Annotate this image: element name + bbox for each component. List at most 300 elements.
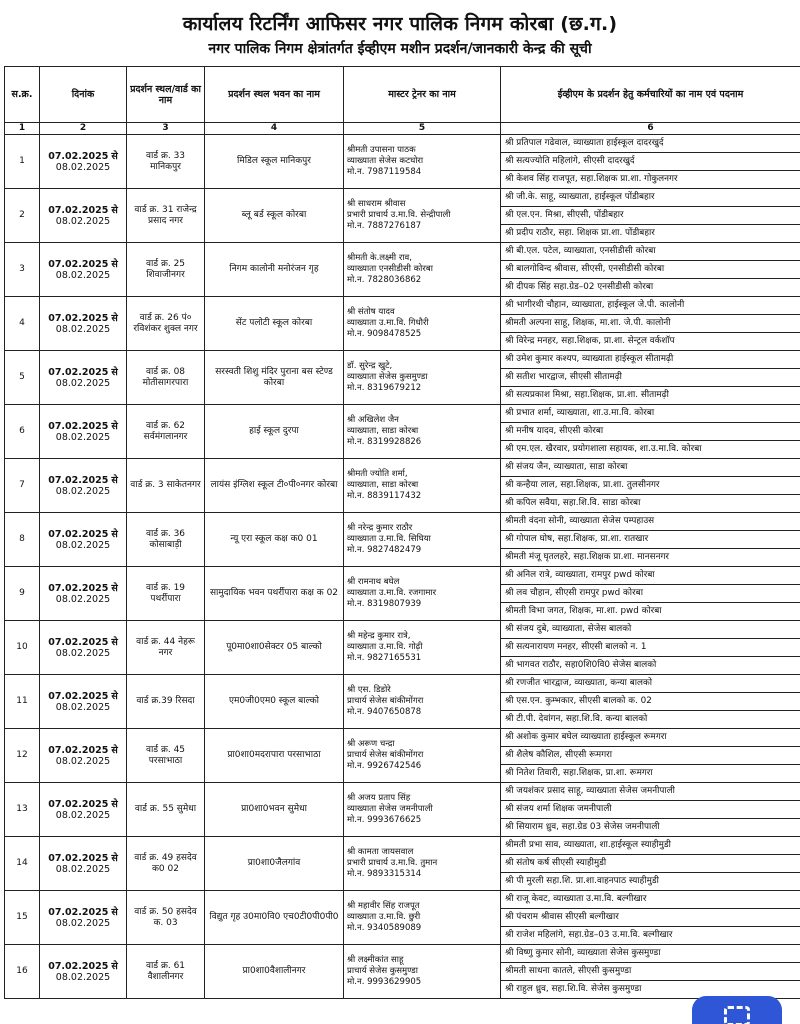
date-sep: से (111, 474, 118, 486)
serial-number: 10 (16, 642, 28, 652)
date-from: 07.02.2025 (48, 258, 109, 270)
table-number-row (5, 123, 800, 135)
table-row (5, 729, 800, 747)
document-title: कार्यालय रिटर्निंग आफिसर नगर पालिक निगम कोरबा (छ.ग.) (182, 13, 618, 35)
col-header-sn: स.क्र. (5, 67, 40, 123)
venue-name: सामुदायिक भवन पथर्रीपारा कक्ष क 02 (209, 588, 339, 598)
date-from: 07.02.2025 (48, 798, 109, 810)
col-header-staff: ईव्हीएम के प्रदर्शन हेतु कर्मचारियों का नाम एवं पदनाम (501, 67, 800, 123)
date-to: 08.02.2025 (55, 593, 111, 605)
venue-cell (205, 243, 344, 297)
staff-member: श्री राहुल ध्रुव, सहा.शि.वि. सेजेस कुसमुण्डा (501, 981, 800, 999)
trainer-name: श्री लक्ष्मीकांत साहू (347, 955, 404, 965)
serial-number-cell (5, 783, 40, 837)
serial-number: 9 (19, 588, 25, 598)
trainer-cell (344, 675, 501, 729)
date-to: 08.02.2025 (55, 863, 111, 875)
ward-name: वार्ड क्र. 3 साकेतनगर (130, 480, 201, 490)
trainer-cell (344, 297, 501, 351)
venue-cell (205, 729, 344, 783)
venue-name: प्रा0शा0जैलगांव (247, 858, 301, 868)
trainer-mobile: मो.न. 9098478525 (347, 329, 422, 339)
staff-member: श्री सत्यप्रकाश मिश्रा, सहा.शिक्षक, प्रा.शा. सीतामढ़ी (501, 387, 800, 405)
staff-member: श्री सत्यनारायण मनहर, सीएसी बालको न. 1 (501, 639, 800, 657)
trainer-name: श्रीमती ज्योति शर्मा, (347, 469, 408, 479)
ward-name: वार्ड क्र. 61 वैशालीनगर (145, 960, 186, 982)
staff-member: श्री उमेश कुमार कश्यप, व्याख्याता हाईस्कूल सीतामढ़ी (501, 351, 800, 369)
date-to: 08.02.2025 (55, 809, 111, 821)
ward-name: वार्ड क्र. 26 पं० रविशंकर शुक्ल नगर (133, 312, 198, 334)
staff-member: श्री बालगोविन्द श्रीवास, सीएसी, एनसीडीसी कोरबा (501, 261, 800, 279)
venue-cell (205, 783, 344, 837)
serial-number-cell (5, 675, 40, 729)
ward-cell (127, 297, 205, 351)
trainer-name: श्री महावीर सिंह राजपूत (347, 901, 420, 911)
trainer-mobile: मो.न. 9827165531 (347, 653, 422, 663)
staff-member: श्री जयशंकर प्रसाद साहू, व्याख्याता सेजेस जमनीपाली (501, 783, 800, 801)
ward-name: वार्ड क्र. 31 राजेन्द्र प्रसाद नगर (134, 204, 197, 226)
trainer-cell (344, 459, 501, 513)
trainer-cell (344, 837, 501, 891)
table-row (5, 513, 800, 531)
date-to: 08.02.2025 (55, 485, 111, 497)
staff-member: श्री रणजीत भारद्वाज, व्याख्याता, कन्या बालको (501, 675, 800, 693)
date-to: 08.02.2025 (55, 917, 111, 929)
trainer-designation: व्याख्याता सेजेस कटघोरा (347, 156, 424, 166)
trainer-mobile: मो.न. 9827482479 (347, 545, 422, 555)
table-row (5, 945, 800, 963)
venue-name: पू0मा0शा0सेक्टर 05 बाल्को (226, 642, 322, 652)
ward-name: वार्ड क्र. 45 परसाभाठा (145, 744, 186, 766)
staff-member: श्री कपिल सवैया, सहा.शि.वि. साडा कोरबा (501, 495, 800, 513)
col-header-trainer: मास्टर ट्रेनर का नाम (344, 67, 501, 123)
venue-name: ब्लू बर्ड स्कूल कोरबा (241, 210, 307, 220)
trainer-designation: व्याख्याता उ.मा.वि. रजगामार (347, 588, 437, 598)
trainer-name: श्री नरेन्द्र कुमार राठौर (347, 523, 413, 533)
staff-member: श्री प्रभात शर्मा, व्याख्याता, शा.उ.मा.वि. कोरबा (501, 405, 800, 423)
ward-name: वार्ड क्र. 55 सुमेधा (134, 804, 197, 814)
trainer-name: श्री अजय प्रताप सिंह (347, 793, 411, 803)
staff-member: श्री पी मुरली सहा.शि. प्रा.शा.वाहनपाठ स्याहीमुडी (501, 873, 800, 891)
ward-cell (127, 351, 205, 405)
corner-shape (646, 1000, 664, 1012)
table-row (5, 189, 800, 207)
trainer-designation: प्रभारी प्राचार्य उ.मा.वि. तुमान (347, 858, 438, 868)
ward-name: वार्ड क्र. 36 कोसाबाड़ी (145, 528, 186, 550)
venue-cell (205, 621, 344, 675)
trainer-mobile: मो.न. 8319679212 (347, 383, 422, 393)
evm-centers-table (4, 66, 800, 999)
venue-cell (205, 837, 344, 891)
staff-member: श्री भागीरथी चौहान, व्याख्याता, हाईस्कूल जे.पी. कालोनी (501, 297, 800, 315)
ward-name: वार्ड क्र. 44 नेहरू नगर (136, 636, 195, 658)
date-cell (40, 621, 127, 675)
staff-member: श्री जी.के. साहू, व्याख्याता, हाईस्कूल पोंडीबहार (501, 189, 800, 207)
date-to: 08.02.2025 (55, 431, 111, 443)
date-from: 07.02.2025 (48, 582, 109, 594)
staff-member: श्री कन्हैया लाल, सहा.शिक्षक, प्रा.शा. तुलसीनगर (501, 477, 800, 495)
staff-member: श्री संजय शर्मा शिक्षक जमनीपाली (501, 801, 800, 819)
venue-name: प्रा0शा0वैशालीनगर (242, 966, 306, 976)
serial-number-cell (5, 891, 40, 945)
trainer-mobile: मो.न. 7987119584 (347, 167, 422, 177)
ward-cell (127, 837, 205, 891)
venue-name: हाई स्कूल दुरपा (249, 426, 299, 436)
trainer-designation: व्याख्याता उ.मा.वि. सिघिया (347, 534, 431, 544)
ward-name: वार्ड क्र. 19 पथर्रीपारा (145, 582, 186, 604)
trainer-mobile: मो.न. 8319807939 (347, 599, 422, 609)
date-sep: से (111, 960, 118, 972)
serial-number: 14 (16, 858, 28, 868)
date-from: 07.02.2025 (48, 150, 109, 162)
date-to: 08.02.2025 (55, 539, 111, 551)
staff-member: श्री बी.एल. पटेल, व्याख्याता, एनसीडीसी कोरबा (501, 243, 800, 261)
serial-number-cell (5, 459, 40, 513)
staff-member: श्री लव चौहान, सीएसी रामपुर pwd कोरबा (501, 585, 800, 603)
trainer-name: श्री अरूण चन्द्रा (347, 739, 395, 749)
date-sep: से (111, 150, 118, 162)
ward-name: वार्ड क्र. 08 मोतीसागरपारा (142, 366, 189, 388)
ward-cell (127, 945, 205, 999)
serial-number: 3 (19, 264, 25, 274)
trainer-mobile: मो.न. 9340589089 (347, 923, 422, 933)
date-cell (40, 459, 127, 513)
col-number: 4 (205, 123, 344, 135)
date-sep: से (111, 852, 118, 864)
date-from: 07.02.2025 (48, 420, 109, 432)
date-sep: से (111, 906, 118, 918)
staff-member: श्री संतोष कर्ष सीएसी स्याहीमुडी (501, 855, 800, 873)
serial-number-cell (5, 567, 40, 621)
staff-member: श्री अशोक कुमार बघेल व्याख्याता हाईस्कूल रूमगरा (501, 729, 800, 747)
staff-member: श्री प्रतिपाल गढेवाल, व्याख्याता हाईस्कूल दादरखुर्द (501, 135, 800, 153)
serial-number-cell (5, 945, 40, 999)
serial-number: 6 (19, 426, 25, 436)
trainer-name: श्रीमती के.लक्ष्मी राव, (347, 253, 412, 263)
date-to: 08.02.2025 (55, 755, 111, 767)
date-from: 07.02.2025 (48, 636, 109, 648)
trainer-cell (344, 513, 501, 567)
serial-number: 15 (16, 912, 28, 922)
ward-cell (127, 243, 205, 297)
date-cell (40, 891, 127, 945)
trainer-mobile: मो.न. 9993676625 (347, 815, 422, 825)
venue-name: विद्युत गृह उ0मा0वि0 एच0टी0पी0पी0 (209, 912, 339, 922)
col-header-date: दिनांक (40, 67, 127, 123)
col-number: 1 (5, 123, 40, 135)
trainer-cell (344, 783, 501, 837)
date-cell (40, 351, 127, 405)
serial-number-cell (5, 729, 40, 783)
date-sep: से (111, 690, 118, 702)
ward-cell (127, 675, 205, 729)
venue-cell (205, 891, 344, 945)
staff-member: श्रीमती अल्पना साहू, शिक्षक, मा.शा. जे.पी. कालोनी (501, 315, 800, 333)
col-number: 6 (501, 123, 800, 135)
staff-member: श्री नितेश तिवारी, सहा.शिक्षक, प्रा.शा. रूमगरा (501, 765, 800, 783)
trainer-name: श्री कामता जायसवाल (347, 847, 414, 857)
venue-cell (205, 405, 344, 459)
serial-number: 13 (16, 804, 28, 814)
table-row (5, 675, 800, 693)
trainer-mobile: मो.न. 8319928826 (347, 437, 422, 447)
table-body (5, 135, 800, 999)
venue-cell (205, 513, 344, 567)
trainer-designation: प्रभारी प्राचार्य उ.मा.वि. सेन्द्रीपाली (347, 210, 451, 220)
venue-cell (205, 297, 344, 351)
date-to: 08.02.2025 (55, 215, 111, 227)
date-from: 07.02.2025 (48, 690, 109, 702)
date-to: 08.02.2025 (55, 971, 111, 983)
venue-name: लायंस इंग्लिश स्कूल टी०पी०नगर कोरबा (210, 480, 338, 490)
trainer-mobile: मो.न. 9926742546 (347, 761, 422, 771)
date-to: 08.02.2025 (55, 269, 111, 281)
venue-cell (205, 459, 344, 513)
staff-member: श्री टी.पी. देवांगन, सहा.शि.वि. कन्या बालको (501, 711, 800, 729)
staff-member: श्री राजेश महिलांगे, सहा.ग्रेड–03 उ.मा.वि. बल्गीखार (501, 927, 800, 945)
date-from: 07.02.2025 (48, 852, 109, 864)
trainer-cell (344, 891, 501, 945)
date-from: 07.02.2025 (48, 960, 109, 972)
document-header (0, 0, 800, 64)
col-number: 3 (127, 123, 205, 135)
trainer-name: श्री महेन्द्र कुमार रात्रे, (347, 631, 411, 641)
serial-number: 5 (19, 372, 25, 382)
staff-member: श्रीमती मंजू घृतलहरे, सहा.शिक्षक प्रा.शा. मानसनगर (501, 549, 800, 567)
serial-number: 8 (19, 534, 25, 544)
trainer-cell (344, 729, 501, 783)
date-cell (40, 297, 127, 351)
serial-number-cell (5, 837, 40, 891)
ward-cell (127, 891, 205, 945)
trainer-name: श्री संतोष यादव (347, 307, 395, 317)
col-header-ward: प्रदर्शन स्थल/वार्ड का नाम (127, 67, 205, 123)
date-sep: से (111, 420, 118, 432)
table-row (5, 567, 800, 585)
table-row (5, 837, 800, 855)
document-subtitle: नगर पालिक निगम क्षेत्रांतर्गत ईव्हीएम मशीन प्रदर्शन/जानकारी केन्द्र की सूची (208, 41, 592, 57)
trainer-mobile: मो.न. 8839117432 (347, 491, 422, 501)
table-row (5, 243, 800, 261)
staff-member: श्री मनीष यादव, सीएसी कोरबा (501, 423, 800, 441)
date-from: 07.02.2025 (48, 204, 109, 216)
date-to: 08.02.2025 (55, 161, 111, 173)
col-header-venue: प्रदर्शन स्थल भवन का नाम (205, 67, 344, 123)
staff-member: श्रीमती साधना कातले, सीएसी कुसमुण्डा (501, 963, 800, 981)
table-header-row (5, 67, 800, 123)
serial-number: 11 (16, 696, 28, 706)
venue-cell (205, 567, 344, 621)
ward-name: वार्ड क्र. 50 हसदेव क. 03 (134, 906, 197, 928)
trainer-mobile: मो.न. 7887276187 (347, 221, 422, 231)
staff-member: श्री सियाराम ध्रुव, सहा.ग्रेड 03 सेजेस जमनीपाली (501, 819, 800, 837)
table-row (5, 891, 800, 909)
staff-member: श्री प्रदीप राठौर, सहा. शिक्षक प्रा.शा. पोंडीबहार (501, 225, 800, 243)
serial-number-cell (5, 351, 40, 405)
trainer-cell (344, 567, 501, 621)
table-row (5, 621, 800, 639)
date-sep: से (111, 204, 118, 216)
date-sep: से (111, 744, 118, 756)
venue-cell (205, 351, 344, 405)
venue-cell (205, 675, 344, 729)
venue-name: प्रा0शा0भवन सुमेधा (241, 804, 307, 814)
fullscreen-icon (724, 1006, 750, 1024)
trainer-cell (344, 621, 501, 675)
serial-number: 2 (19, 210, 25, 220)
trainer-designation: व्याख्याता, साडा कोरबा (347, 480, 419, 490)
ward-name: वार्ड क्र. 25 शिवाजीनगर (145, 258, 186, 280)
venue-name: सेंट पलोटी स्कूल कोरबा (235, 318, 313, 328)
ward-cell (127, 459, 205, 513)
serial-number: 1 (19, 156, 25, 166)
trainer-designation: प्राचार्य सेजेस बांकीमोंगरा (347, 696, 424, 706)
trainer-designation: व्याख्याता, साडा कोरबा (347, 426, 419, 436)
ward-name: वार्ड क्र. 49 हसदेव क0 02 (134, 852, 197, 874)
ward-name: वार्ड क्र. 62 सर्वमंगलानगर (143, 420, 188, 442)
staff-member: श्री दीपक सिंह सहा.ग्रेड–02 एनसीडीसी कोरबा (501, 279, 800, 297)
serial-number: 7 (19, 480, 25, 490)
trainer-designation: व्याख्याता उ.मा.वि. गिधौरी (347, 318, 429, 328)
staff-member: श्री राजू केवट, व्याख्याता उ.मा.वि. बल्गीखार (501, 891, 800, 909)
trainer-mobile: मो.न. 9993629905 (347, 977, 422, 987)
date-to: 08.02.2025 (55, 647, 111, 659)
col-number: 2 (40, 123, 127, 135)
trainer-cell (344, 189, 501, 243)
serial-number-cell (5, 243, 40, 297)
trainer-designation: व्याख्याता उ.मा.वि. गोढ़ी (347, 642, 423, 652)
date-cell (40, 675, 127, 729)
date-sep: से (111, 798, 118, 810)
staff-member: श्री केशव सिंह राजपूत, सहा.शिक्षक प्रा.शा. गोकुलनगर (501, 171, 800, 189)
table-row (5, 135, 800, 153)
staff-member: श्री सत्यज्योति महिलांगे, सीएसी दादरखुर्द (501, 153, 800, 171)
trainer-mobile: मो.न. 9407650878 (347, 707, 422, 717)
trainer-mobile: मो.न. 9893315314 (347, 869, 422, 879)
trainer-designation: व्याख्याता उ.मा.वि. छुरी (347, 912, 421, 922)
ward-name: वार्ड क्र.39 रिसदा (136, 696, 195, 706)
date-sep: से (111, 366, 118, 378)
table-row (5, 459, 800, 477)
date-from: 07.02.2025 (48, 906, 109, 918)
date-to: 08.02.2025 (55, 323, 111, 335)
venue-name: मिडिल स्कूल मानिकपुर (237, 156, 311, 166)
staff-member: श्री संजय जैन, व्याख्याता, साडा कोरबा (501, 459, 800, 477)
date-to: 08.02.2025 (55, 377, 111, 389)
staff-member: श्रीमती विभा जगत, शिक्षक, मा.शा. pwd कोरबा (501, 603, 800, 621)
date-cell (40, 945, 127, 999)
staff-member: श्री भागवत राठौर, सहा0शि0वि0 सेजेस बालको (501, 657, 800, 675)
trainer-cell (344, 945, 501, 999)
staff-member: श्री एस.एन. कुम्भकार, सीएसी बालको क. 02 (501, 693, 800, 711)
venue-name: सरस्वती शिशु मंदिर पुराना बस स्टेण्ड कोरबा (215, 366, 333, 388)
date-cell (40, 189, 127, 243)
staff-member: श्री शैलेष कौशिल, सीएसी रूमगरा (501, 747, 800, 765)
ward-cell (127, 729, 205, 783)
serial-number-cell (5, 189, 40, 243)
venue-cell (205, 189, 344, 243)
date-from: 07.02.2025 (48, 744, 109, 756)
date-cell (40, 783, 127, 837)
table-row (5, 297, 800, 315)
staff-member: श्री एल.एन. मिश्रा, सीएसी, पोंडीबहार (501, 207, 800, 225)
staff-member: श्री एम.एल. खैरवार, प्रयोगशाला सहायक, शा.उ.मा.वि. कोरबा (501, 441, 800, 459)
date-to: 08.02.2025 (55, 701, 111, 713)
ward-cell (127, 135, 205, 189)
date-from: 07.02.2025 (48, 528, 109, 540)
table-row (5, 783, 800, 801)
fullscreen-button[interactable] (692, 996, 782, 1024)
trainer-name: डॉ. सुरेन्द्र खुटे, (347, 361, 393, 371)
col-number: 5 (344, 123, 501, 135)
staff-member: श्रीमती प्रभा साव, व्याख्याता, शा.हाईस्कूल स्याहीमुडी (501, 837, 800, 855)
trainer-designation: व्याख्याता एनसीडीसी कोरबा (347, 264, 433, 274)
trainer-cell (344, 405, 501, 459)
trainer-designation: व्याख्याता सेजेस कुसमुण्डा (347, 372, 428, 382)
date-from: 07.02.2025 (48, 312, 109, 324)
venue-name: निगम कालोनी मनोरंजन गृह (229, 264, 319, 274)
ward-name: वार्ड क्र. 33 मानिकपुर (145, 150, 186, 172)
serial-number-cell (5, 135, 40, 189)
serial-number-cell (5, 297, 40, 351)
venue-name: न्यू एरा स्कूल कक्ष क0 01 (230, 534, 318, 544)
ward-cell (127, 621, 205, 675)
date-cell (40, 837, 127, 891)
trainer-name: श्री साधराम श्रीवास (347, 199, 406, 209)
trainer-name: श्री रामनाथ बघेल (347, 577, 400, 587)
serial-number-cell (5, 405, 40, 459)
table-row (5, 405, 800, 423)
staff-member: श्री संजय दुबे, व्याख्याता, सेजेस बालको (501, 621, 800, 639)
date-sep: से (111, 528, 118, 540)
venue-cell (205, 135, 344, 189)
trainer-cell (344, 243, 501, 297)
ward-cell (127, 189, 205, 243)
date-sep: से (111, 258, 118, 270)
serial-number-cell (5, 513, 40, 567)
ward-cell (127, 513, 205, 567)
date-cell (40, 567, 127, 621)
serial-number: 16 (16, 966, 28, 976)
staff-member: श्री सतीश भारद्वाज, सीएसी सीतामढ़ी (501, 369, 800, 387)
staff-member: श्री विष्णु कुमार सोनी, व्याख्याता सेजेस कुसमुण्डा (501, 945, 800, 963)
date-cell (40, 729, 127, 783)
date-sep: से (111, 312, 118, 324)
date-from: 07.02.2025 (48, 366, 109, 378)
trainer-mobile: मो.न. 7828036862 (347, 275, 422, 285)
trainer-cell (344, 135, 501, 189)
staff-member: श्री अनिल रात्रे, व्याख्याता, रामपुर pwd कोरबा (501, 567, 800, 585)
trainer-name: श्री अखिलेश जैन (347, 415, 399, 425)
trainer-designation: व्याख्याता सेजेस जमनीपाली (347, 804, 433, 814)
date-from: 07.02.2025 (48, 474, 109, 486)
date-sep: से (111, 636, 118, 648)
trainer-designation: प्राचार्य सेजेस कुसमुण्डा (347, 966, 418, 976)
trainer-cell (344, 351, 501, 405)
staff-member: श्रीमती वंदना सोनी, व्याख्याता सेजेस पम्पहाउस (501, 513, 800, 531)
table-row (5, 351, 800, 369)
venue-name: प्रा0शा0मदरापारा परसाभाठा (227, 750, 321, 760)
date-cell (40, 135, 127, 189)
ward-cell (127, 783, 205, 837)
trainer-name: श्रीमती उपासना पाठक (347, 145, 416, 155)
venue-cell (205, 945, 344, 999)
date-cell (40, 405, 127, 459)
serial-number-cell (5, 621, 40, 675)
staff-member: श्री पंचराम श्रीवास सीएसी बल्गीखार (501, 909, 800, 927)
ward-cell (127, 405, 205, 459)
staff-member: श्री गोपाल घोष, सहा.शिक्षक, प्रा.शा. रातखार (501, 531, 800, 549)
